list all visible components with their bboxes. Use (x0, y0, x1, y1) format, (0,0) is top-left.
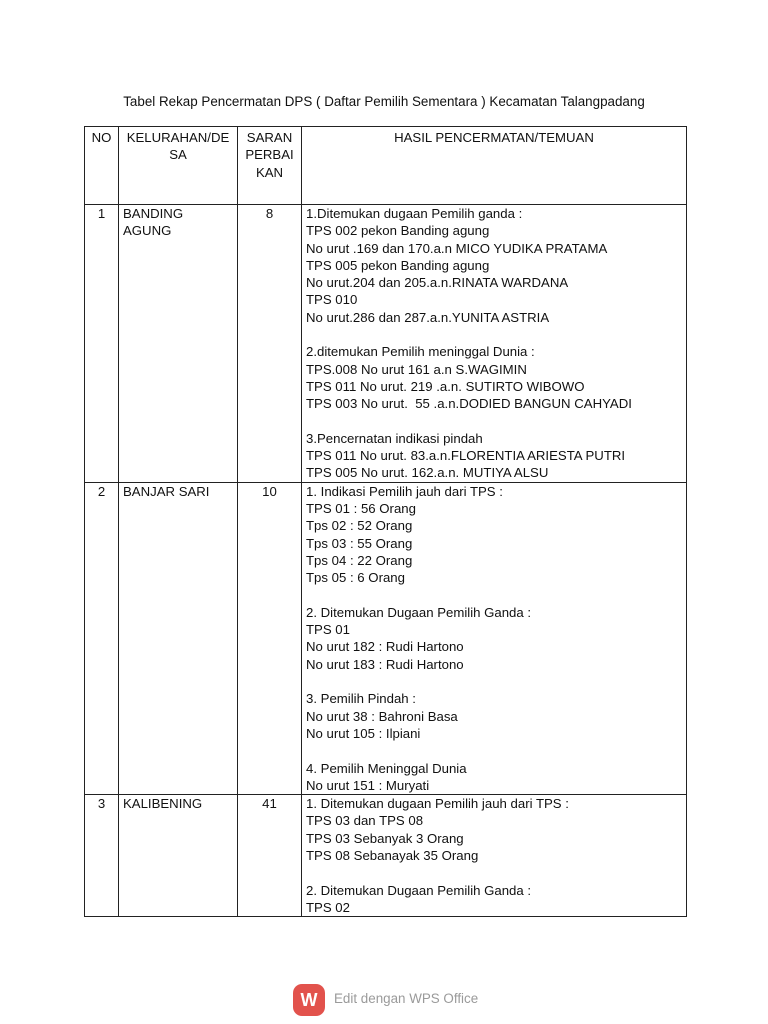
wps-edit-link[interactable]: Edit dengan WPS Office (334, 991, 479, 1006)
finding-line: TPS 011 No urut. 83.a.n.FLORENTIA ARIESTA PUTRI (306, 448, 626, 464)
finding-line: Tps 05 : 6 Orang (306, 570, 405, 586)
finding-line: No urut 151 : Muryati (306, 777, 430, 793)
finding-line: TPS 02 (306, 899, 350, 915)
finding-line: 1. Ditemukan dugaan Pemilih jauh dari TPS : (306, 796, 569, 812)
row-kelurahan: BANDING AGUNG (119, 205, 238, 483)
recap-table (84, 126, 687, 917)
finding-line: No urut 105 : Ilpiani (306, 725, 421, 741)
table-body (85, 205, 687, 917)
finding-line: No urut.204 dan 205.a.n.RINATA WARDANA (306, 275, 569, 291)
finding-line: TPS 005 No urut. 162.a.n. MUTIYA ALSU (306, 465, 549, 481)
finding-line: 3.Pencernatan indikasi pindah (306, 430, 483, 446)
table-row (85, 205, 687, 483)
finding-line: 2. Ditemukan Dugaan Pemilih Ganda : (306, 604, 532, 620)
finding-line: TPS 010 (306, 292, 358, 308)
finding-line: 2.ditemukan Pemilih meninggal Dunia : (306, 344, 535, 360)
table-row (85, 795, 687, 917)
finding-line: No urut 183 : Rudi Hartono (306, 656, 464, 672)
finding-line: No urut.286 dan 287.a.n.YUNITA ASTRIA (306, 309, 550, 325)
table-row (85, 482, 687, 794)
wps-logo-icon[interactable]: W (293, 984, 325, 1016)
finding-line: Tps 02 : 52 Orang (306, 518, 413, 534)
row-hasil (302, 205, 687, 483)
finding-group (306, 795, 682, 864)
finding-line: 4. Pemilih Meninggal Dunia (306, 760, 467, 776)
row-number: 3 (85, 795, 119, 917)
row-number: 2 (85, 482, 119, 794)
finding-line: 1. Indikasi Pemilih jauh dari TPS : (306, 483, 503, 499)
finding-line: 2. Ditemukan Dugaan Pemilih Ganda : (306, 882, 532, 898)
row-saran: 8 (238, 205, 302, 483)
finding-group (306, 483, 682, 587)
finding-line: TPS 01 : 56 Orang (306, 501, 416, 517)
finding-group (306, 205, 682, 326)
page-title: Tabel Rekap Pencermatan DPS ( Daftar Pemilih Sementara ) Kecamatan Talangpadang (123, 94, 645, 109)
finding-line: Tps 04 : 22 Orang (306, 552, 413, 568)
row-kelurahan: KALIBENING (119, 795, 238, 917)
table-header-row (85, 127, 687, 205)
header-no: NO (85, 127, 119, 205)
finding-line: TPS 01 (306, 622, 350, 638)
finding-line: TPS 002 pekon Banding agung (306, 223, 490, 239)
header-kelurahan: KELURAHAN/DE SA (119, 127, 238, 205)
finding-line: No urut 38 : Bahroni Basa (306, 708, 458, 724)
finding-line: TPS 03 Sebanyak 3 Orang (306, 830, 464, 846)
finding-line: TPS 005 pekon Banding agung (306, 257, 490, 273)
finding-group (306, 760, 682, 795)
row-hasil (302, 482, 687, 794)
row-saran: 41 (238, 795, 302, 917)
finding-line: TPS 08 Sebanayak 35 Orang (306, 847, 479, 863)
finding-group (306, 882, 682, 917)
finding-line: TPS.008 No urut 161 a.n S.WAGIMIN (306, 361, 527, 377)
finding-group (306, 690, 682, 742)
row-kelurahan: BANJAR SARI (119, 482, 238, 794)
finding-line: TPS 011 No urut. 219 .a.n. SUTIRTO WIBOWO (306, 378, 585, 394)
finding-line: 3. Pemilih Pindah : (306, 691, 416, 707)
finding-line: No urut 182 : Rudi Hartono (306, 639, 464, 655)
header-saran: SARAN PERBAI KAN (238, 127, 302, 205)
row-number: 1 (85, 205, 119, 483)
header-hasil: HASIL PENCERMATAN/TEMUAN (302, 127, 687, 205)
finding-group (306, 604, 682, 673)
finding-group (306, 343, 682, 412)
finding-line: TPS 03 dan TPS 08 (306, 813, 424, 829)
row-saran: 10 (238, 482, 302, 794)
finding-line: TPS 003 No urut. 55 .a.n.DODIED BANGUN CAHYADI (306, 396, 632, 412)
finding-line: 1.Ditemukan dugaan Pemilih ganda : (306, 206, 523, 221)
finding-group (306, 430, 682, 482)
finding-line: Tps 03 : 55 Orang (306, 535, 413, 551)
row-hasil (302, 795, 687, 917)
finding-line: No urut .169 dan 170.a.n MICO YUDIKA PRATAMA (306, 240, 608, 256)
